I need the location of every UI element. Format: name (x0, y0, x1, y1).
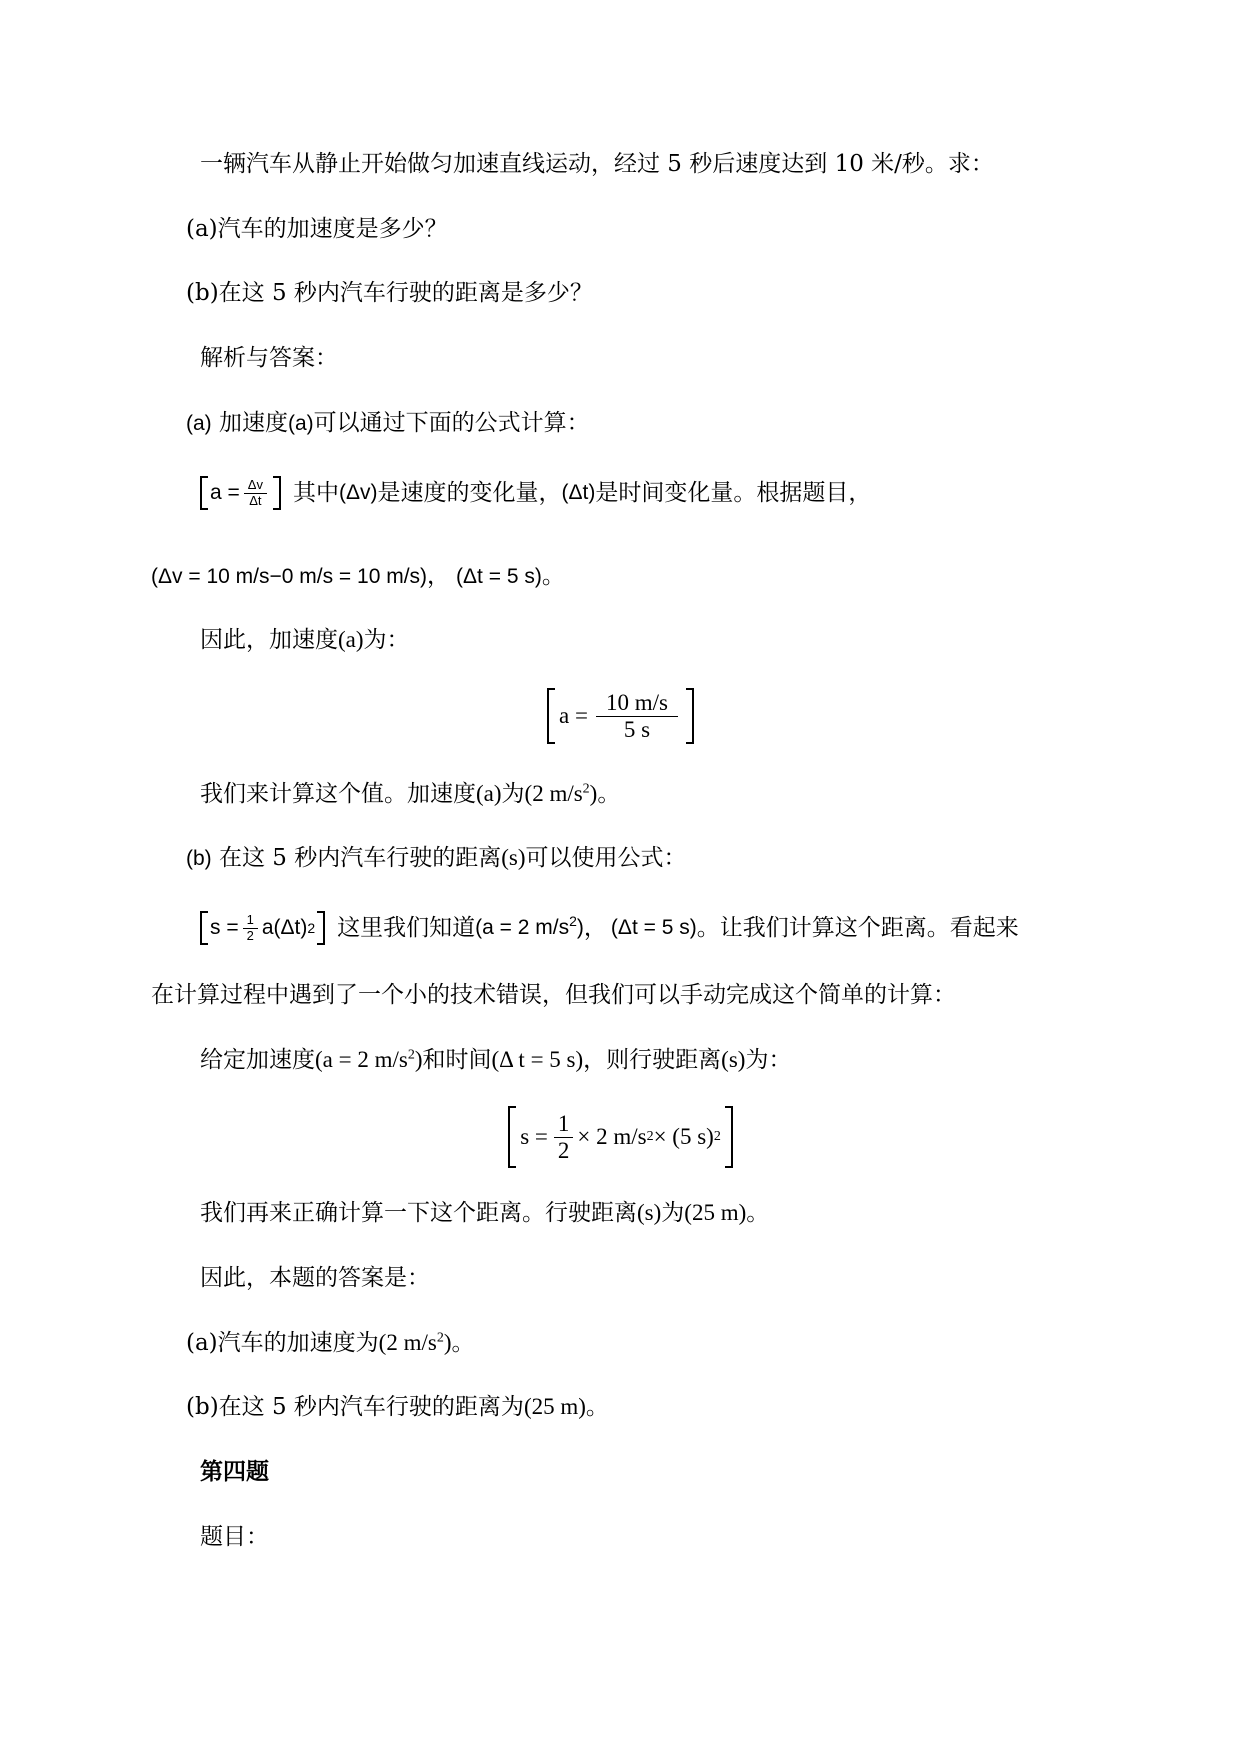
compute-b-text: 我们再来正确计算一下这个距离。行驶距离 (200, 1200, 637, 1226)
given-delta-t: (Δt = 5 s) (456, 565, 542, 588)
known-t: (Δt = 5 s) (610, 916, 697, 939)
problem-stem: 一辆汽车从静止开始做匀加速直线运动，经过 5 秒后速度达到 10 米/秒。求： (200, 151, 994, 177)
final-a-end: 。 (451, 1330, 475, 1356)
formula-fraction (244, 478, 267, 508)
given-b-text-1: 给定加速度 (200, 1047, 315, 1073)
given-b-text-4: 为： (745, 1047, 792, 1073)
fraction-numerator: 1 (243, 913, 258, 928)
part-b-intro-text-2: 可以使用公式： (525, 845, 687, 871)
therefore-text: 因此，加速度 (200, 627, 338, 653)
given-b-text-2: 和时间 (422, 1047, 492, 1073)
compute-distance (200, 1196, 769, 1230)
next-problem-title: 第四题 (200, 1458, 269, 1485)
var-a: (a) (476, 781, 502, 806)
final-b-value: (25 m) (523, 1394, 586, 1419)
fraction-numerator: Δv (244, 478, 267, 493)
formula-fraction (596, 690, 678, 742)
fraction-denominator: 2 (557, 1137, 570, 1163)
var-s: (s) (721, 1047, 746, 1072)
fraction-denominator: 5 s (623, 716, 651, 742)
var-a: (a) (287, 412, 314, 435)
given-b-time: (Δ t = 5 s) (491, 1047, 584, 1072)
given-b (200, 1043, 791, 1077)
formula-sep: ， (583, 915, 607, 941)
part-a-intro-text-2: 可以通过下面的公式计算： (313, 410, 590, 436)
formula-rest-1: × 2 m/s (577, 1124, 647, 1149)
compute-b-end: 。 (746, 1200, 770, 1226)
part-a-label: (a) (186, 412, 212, 435)
var-s: (s) (501, 845, 526, 870)
compute-text-2: 为 (501, 781, 525, 807)
part-a-intro (186, 406, 590, 441)
fraction-numerator: 1 (554, 1111, 574, 1137)
given-sep: ， (427, 563, 451, 589)
given-b-accel: (a = 2 $m/s^2$) (315, 1047, 423, 1072)
final-answer-b (186, 1390, 609, 1424)
formula-explain-2: 。让我们计算这个距离。看起来 (696, 915, 1019, 941)
question-a: (a)汽车的加速度是多少？ (186, 216, 448, 242)
formula-explain-1: 这里我们知道 (337, 915, 476, 941)
final-answer-a (186, 1326, 474, 1360)
given-end: 。 (541, 563, 565, 589)
fraction-numerator: 10 m/s (596, 690, 678, 716)
formula-box (200, 476, 281, 510)
formula-explain-2: 是速度的变化量， (377, 480, 562, 506)
formula-explain-3: 是时间变化量。根据题目， (595, 480, 872, 506)
distance-result: (25 m) (684, 1200, 747, 1225)
final-a-value: (2 $m/s^2$) (378, 1330, 452, 1355)
part-b-intro-text: 在这 5 秒内汽车行驶的距离 (218, 845, 502, 871)
formula-rest-2: × (5 s) (653, 1124, 714, 1149)
formula-rest: a(Δt) (261, 916, 308, 939)
fraction-denominator: Δt (249, 492, 262, 508)
formula-distance-values (0, 1106, 1241, 1168)
part-a-intro-text: 加速度 (218, 410, 288, 436)
final-b-end: 。 (585, 1394, 609, 1420)
formula-accel-definition (200, 470, 871, 516)
formula-fraction (243, 913, 258, 943)
part-b-label: (b) (186, 847, 212, 870)
formula-lhs: a = (210, 481, 240, 504)
formula-box: s = $\frac{1}{2}$ a(Δt) 2 (200, 911, 325, 945)
therefore-text-2: 为： (363, 627, 410, 653)
compute-text: 我们来计算这个值。加速度 (200, 781, 476, 807)
formula-box: s = $\frac{1}{2}$ × 2 m/s 2 × (5 s) 2 (508, 1106, 733, 1168)
final-b-text: (b)在这 5 秒内汽车行驶的距离为 (186, 1394, 524, 1420)
final-a-text: (a)汽车的加速度为 (186, 1330, 379, 1356)
therefore-accel (200, 623, 410, 657)
solution-heading: 解析与答案： (200, 345, 338, 371)
known-a: (a = 2 $m/s^2$) (475, 913, 584, 939)
formula-lhs: s = (210, 916, 239, 939)
var-s: (s) (637, 1200, 662, 1225)
question-b: (b)在这 5 秒内汽车行驶的距离是多少？ (186, 280, 593, 306)
formula-explain-1: 其中 (292, 480, 339, 506)
compute-accel (200, 777, 620, 811)
formula-lhs: s = (520, 1124, 548, 1149)
var-delta-v: (Δv) (338, 481, 378, 504)
given-delta-v: (Δv = 10 m/s−0 m/s = 10 m/s) (151, 565, 428, 588)
formula-lhs: a = (559, 703, 588, 728)
formula-box (547, 688, 694, 744)
accel-result: (2 $m/s^2$) (524, 781, 598, 806)
part-b-intro (186, 841, 687, 876)
final-heading: 因此，本题的答案是： (200, 1265, 430, 1291)
formula-fraction (554, 1111, 574, 1163)
compute-end: 。 (597, 781, 621, 807)
formula-distance-continuation: 在计算过程中遇到了一个小的技术错误，但我们可以手动完成这个简单的计算： (151, 982, 956, 1008)
given-values (151, 559, 565, 594)
next-problem-label: 题目： (200, 1524, 269, 1550)
var-a: (a) (338, 627, 364, 652)
formula-distance-definition (200, 905, 1019, 951)
fraction-denominator: 2 (246, 927, 254, 943)
compute-b-text-2: 为 (661, 1200, 685, 1226)
var-delta-t: (Δt) (561, 481, 596, 504)
given-b-text-3: ，则行驶距离 (583, 1047, 722, 1073)
formula-accel-values (0, 688, 1241, 744)
